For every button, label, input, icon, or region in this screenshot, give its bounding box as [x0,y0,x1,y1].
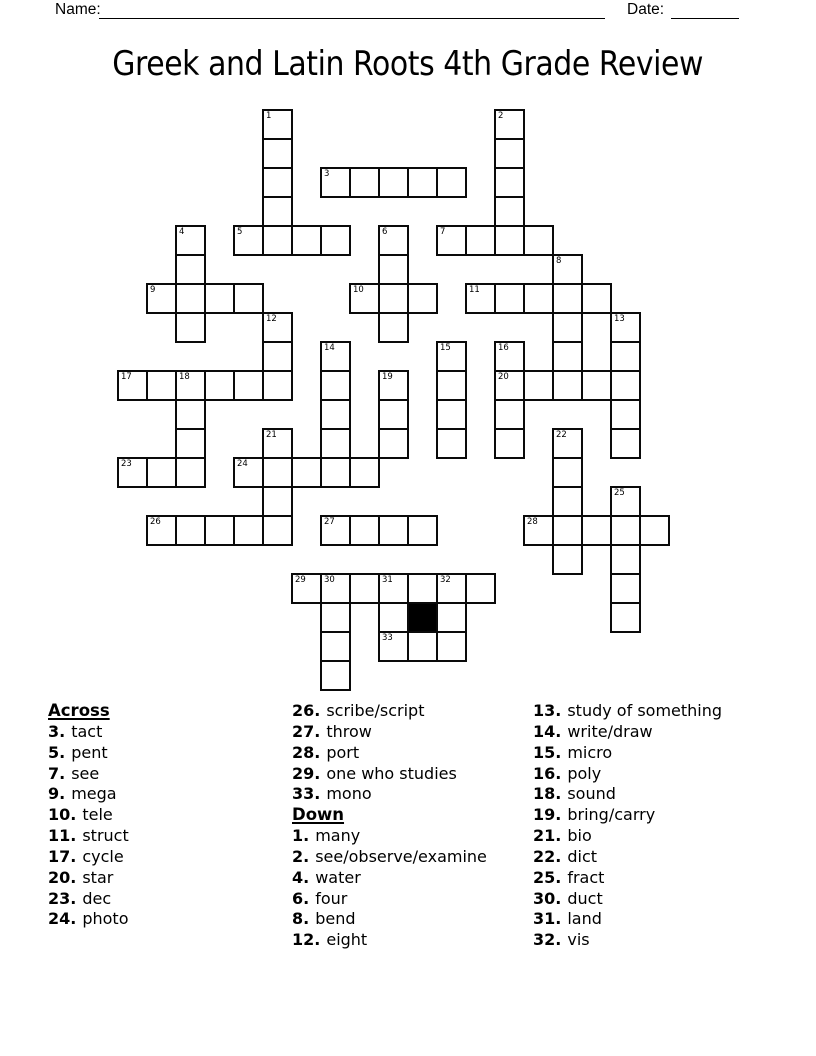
cell-number: 1 [266,111,272,121]
cell-number: 24 [237,459,248,469]
cell-number: 29 [295,575,306,585]
grid-cell [610,370,641,401]
grid-cell [262,109,293,140]
grid-cell [378,312,409,343]
grid-cell [378,515,409,546]
cell-number: 13 [614,314,625,324]
clue-item [48,847,293,868]
grid-cell [320,602,351,633]
grid-cell [262,196,293,227]
grid-cell [465,283,496,314]
clue-text: pent [71,742,108,762]
grid-cell [494,109,525,140]
grid-cell [494,399,525,430]
grid-cell [262,370,293,401]
clue-number: 28. [292,742,321,762]
clues-heading-label: Across [48,701,110,720]
grid-cell [552,544,583,575]
clue-text: photo [82,909,129,929]
grid-cell [407,573,438,604]
clue-text: write/draw [567,721,653,741]
name-label: Name: [55,1,101,18]
cell-number: 21 [266,430,277,440]
grid-cell [436,370,467,401]
cell-number: 27 [324,517,335,527]
clue-number: 7. [48,763,66,783]
grid-cell [117,370,148,401]
cell-number: 9 [150,285,156,295]
grid-cell [436,399,467,430]
grid-cell [291,573,322,604]
grid-cell [610,573,641,604]
clue-item [533,909,778,930]
clue-item [533,805,778,826]
cell-number: 11 [469,285,480,295]
grid-cell [175,515,206,546]
clue-number: 14. [533,721,562,741]
clue-number: 17. [48,846,77,866]
clue-item [292,701,537,722]
clue-number: 19. [533,805,562,825]
clue-item [292,889,537,910]
grid-cell [378,370,409,401]
grid-cell [233,283,264,314]
cell-number: 17 [121,372,132,382]
grid-cell [552,254,583,285]
clue-number: 24. [48,909,77,929]
clue-item [48,868,293,889]
clue-text: bend [315,909,356,929]
cell-number: 18 [179,372,190,382]
clue-item [292,743,537,764]
clue-number: 13. [533,701,562,720]
grid-cell [610,312,641,343]
grid-cell [610,544,641,575]
clue-item [48,743,293,764]
grid-cell [494,196,525,227]
grid-cell [436,167,467,198]
grid-cell [262,515,293,546]
grid-cell [494,370,525,401]
clue-item [533,722,778,743]
grid-cell [494,341,525,372]
clue-number: 20. [48,867,77,887]
grid-cell [262,486,293,517]
grid-cell [320,225,351,256]
clues-heading-across [48,701,293,722]
grid-cell [378,399,409,430]
cell-number: 2 [498,111,504,121]
grid-cell [262,457,293,488]
cell-number: 8 [556,256,562,266]
grid-cell [494,428,525,459]
cell-number: 14 [324,343,335,353]
clue-number: 23. [48,888,77,908]
clue-number: 11. [48,826,77,846]
clue-item [533,784,778,805]
grid-cell [436,341,467,372]
cell-number: 28 [527,517,538,527]
grid-cell [262,167,293,198]
cell-number: 12 [266,314,277,324]
grid-cell [378,225,409,256]
grid-cell [233,225,264,256]
clue-text: see/observe/examine [315,846,487,866]
clue-text: one who studies [326,763,457,783]
clue-item [48,764,293,785]
grid-cell [349,573,380,604]
clue-number: 21. [533,826,562,846]
cell-number: 26 [150,517,161,527]
clue-text: eight [326,930,368,950]
grid-cell [349,515,380,546]
clue-text: dec [82,888,112,908]
grid-cell [465,225,496,256]
grid-cell [349,457,380,488]
grid-cell [523,370,554,401]
grid-cell [175,399,206,430]
grid-cell [436,631,467,662]
clue-item [292,930,537,951]
cell-number: 31 [382,575,393,585]
clue-item [292,784,537,805]
clue-text: water [315,867,361,887]
grid-cell [320,457,351,488]
grid-cell [175,457,206,488]
cell-number: 10 [353,285,364,295]
clue-number: 9. [48,784,66,804]
cell-number: 23 [121,459,132,469]
grid-cell [407,283,438,314]
grid-cell [320,370,351,401]
clue-text: tact [71,721,103,741]
grid-cell [320,399,351,430]
grid-cell [494,167,525,198]
clue-item [292,868,537,889]
grid-cell [407,167,438,198]
clue-number: 25. [533,867,562,887]
clue-item [533,826,778,847]
clue-item [533,701,778,722]
clue-text: see [71,763,100,783]
grid-cell [523,225,554,256]
clue-item [292,722,537,743]
clue-text: four [315,888,348,908]
clue-text: sound [567,784,616,804]
clue-number: 5. [48,742,66,762]
clue-number: 12. [292,930,321,950]
clue-number: 4. [292,867,310,887]
clue-item [48,909,293,930]
grid-cell [146,370,177,401]
clue-number: 31. [533,909,562,929]
grid-cell [610,341,641,372]
grid-cell [378,631,409,662]
grid-cell [610,515,641,546]
grid-cell [610,399,641,430]
cell-number: 6 [382,227,388,237]
grid-cell [436,225,467,256]
grid-cell [349,283,380,314]
grid-cell [378,573,409,604]
grid-cell [378,254,409,285]
grid-cell [552,312,583,343]
grid-cell [175,312,206,343]
clue-number: 6. [292,888,310,908]
cell-number: 25 [614,488,625,498]
clue-number: 27. [292,721,321,741]
clue-text: mega [71,784,117,804]
grid-cell [320,515,351,546]
clue-text: vis [567,930,590,950]
grid-cell [291,225,322,256]
grid-cell [552,515,583,546]
clue-text: study of something [567,701,723,720]
clue-number: 26. [292,701,321,720]
grid-cell [233,457,264,488]
clue-text: struct [82,826,129,846]
grid-cell [552,457,583,488]
grid-cell [523,515,554,546]
clue-number: 33. [292,784,321,804]
grid-cell [552,428,583,459]
grid-cell [378,428,409,459]
grid-cell [581,283,612,314]
clue-text: tele [82,805,113,825]
clue-item [533,847,778,868]
clue-item [48,805,293,826]
crossword-grid [118,110,671,692]
cell-number: 22 [556,430,567,440]
clue-text: fract [567,867,605,887]
grid-cell [552,370,583,401]
cell-number: 7 [440,227,446,237]
grid-cell [407,631,438,662]
clue-item [292,847,537,868]
clue-item [533,868,778,889]
grid-cell [204,370,235,401]
clue-number: 18. [533,784,562,804]
clue-item [292,826,537,847]
grid-cell [320,660,351,691]
grid-cell [494,283,525,314]
grid-cell [233,370,264,401]
grid-cell [552,283,583,314]
grid-cell [436,573,467,604]
clue-item [48,784,293,805]
grid-cell [204,283,235,314]
clue-number: 15. [533,742,562,762]
grid-cell [117,457,148,488]
clue-number: 16. [533,763,562,783]
cell-number: 19 [382,372,393,382]
date-label: Date: [627,1,665,18]
black-cell [407,602,438,633]
grid-cell [378,167,409,198]
cell-number: 3 [324,169,330,179]
clue-item [533,743,778,764]
clue-number: 32. [533,930,562,950]
clue-number: 29. [292,763,321,783]
cell-number: 20 [498,372,509,382]
clues-column-left [48,701,293,930]
grid-cell [175,428,206,459]
clue-text: bio [567,826,592,846]
grid-cell [610,602,641,633]
clue-text: land [567,909,602,929]
clue-item [533,889,778,910]
cell-number: 32 [440,575,451,585]
grid-cell [262,138,293,169]
grid-cell [349,167,380,198]
clues-column-right [533,701,778,951]
clue-item [48,826,293,847]
grid-cell [175,254,206,285]
grid-cell [262,312,293,343]
grid-cell [146,283,177,314]
clue-text: dict [567,846,598,866]
clue-number: 10. [48,805,77,825]
grid-cell [581,515,612,546]
clue-number: 8. [292,909,310,929]
cell-number: 5 [237,227,243,237]
grid-cell [407,515,438,546]
grid-cell [552,341,583,372]
grid-cell [378,602,409,633]
grid-cell [320,573,351,604]
clue-text: throw [326,721,372,741]
clue-text: port [326,742,360,762]
cell-number: 4 [179,227,185,237]
cell-number: 16 [498,343,509,353]
grid-cell [494,138,525,169]
clue-item [48,889,293,910]
clue-text: duct [567,888,603,908]
grid-cell [233,515,264,546]
grid-cell [175,283,206,314]
clue-text: mono [326,784,372,804]
clue-number: 2. [292,846,310,866]
clue-item [48,722,293,743]
grid-cell [320,341,351,372]
grid-cell [610,428,641,459]
grid-cell [581,370,612,401]
clue-number: 1. [292,826,310,846]
page-title: Greek and Latin Roots 4th Grade Review [112,44,704,84]
clues-heading-down [292,805,537,826]
grid-cell [320,631,351,662]
grid-cell [175,370,206,401]
clue-number: 22. [533,846,562,866]
grid-cell [465,573,496,604]
grid-cell [378,283,409,314]
cell-number: 33 [382,633,393,643]
date-blank-line [671,0,739,19]
clue-text: cycle [82,846,124,866]
grid-cell [523,283,554,314]
grid-cell [494,225,525,256]
clue-text: micro [567,742,613,762]
cell-number: 15 [440,343,451,353]
grid-cell [175,225,206,256]
clue-text: star [82,867,114,887]
clue-item [292,764,537,785]
clues-column-middle [292,701,537,951]
grid-cell [320,167,351,198]
title-row [0,44,816,84]
grid-cell [262,428,293,459]
grid-cell [610,486,641,517]
grid-cell [146,457,177,488]
clue-text: scribe/script [326,701,425,720]
clue-text: poly [567,763,602,783]
grid-cell [436,428,467,459]
name-blank-line [99,0,605,19]
clue-number: 30. [533,888,562,908]
clue-text: bring/carry [567,805,656,825]
grid-cell [320,428,351,459]
grid-cell [262,225,293,256]
clues-heading-label: Down [292,805,345,825]
clue-item [292,909,537,930]
grid-cell [262,341,293,372]
clue-text: many [315,826,361,846]
clue-number: 3. [48,721,66,741]
grid-cell [639,515,670,546]
grid-cell [552,486,583,517]
grid-cell [204,515,235,546]
grid-cell [436,602,467,633]
cell-number: 30 [324,575,335,585]
grid-cell [146,515,177,546]
clue-item [533,930,778,951]
clue-item [533,764,778,785]
grid-cell [291,457,322,488]
